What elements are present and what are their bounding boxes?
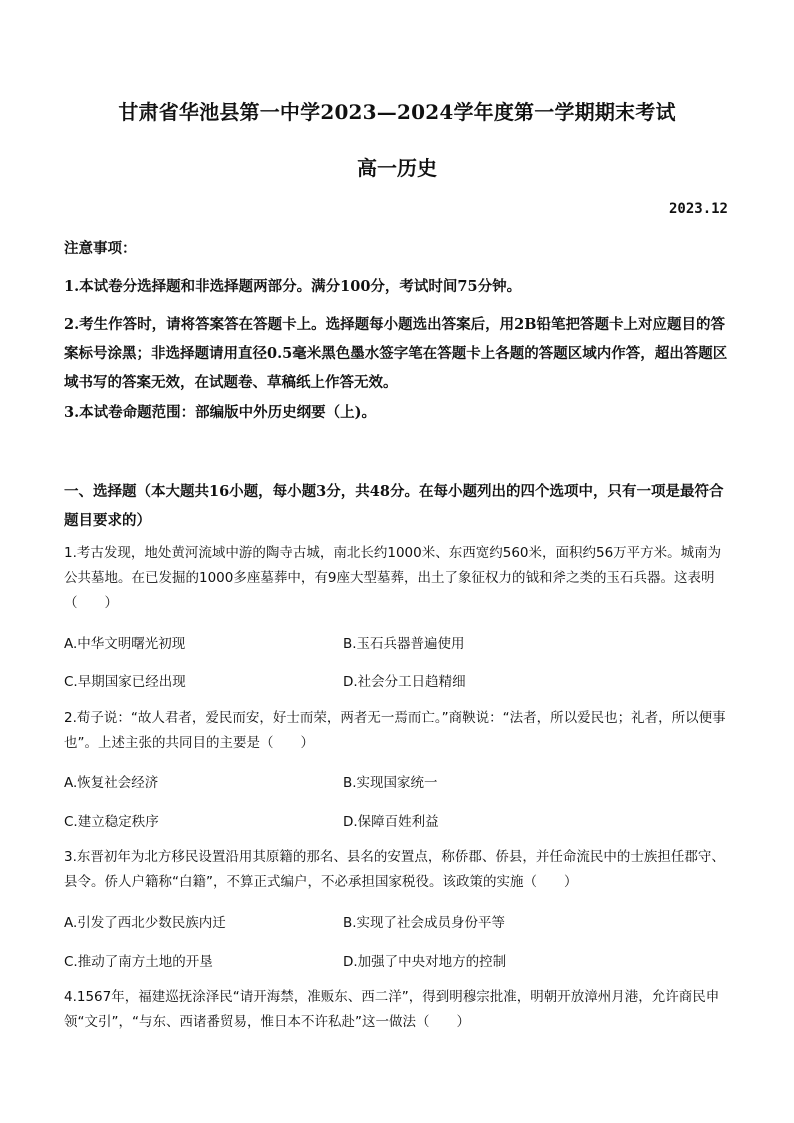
notice-item-3: 3.本试卷命题范围：部编版中外历史纲要（上)。 (64, 404, 376, 421)
notice-item-1: 1.本试卷分选择题和非选择题两部分。满分100分，考试时间75分钟。 (64, 278, 522, 295)
notice-heading: 注意事项： (64, 240, 137, 257)
question-1-option-a: A.中华文明曙光初现 (64, 636, 186, 652)
question-3-option-c: C.推动了南方土地的开垦 (64, 954, 213, 970)
question-2-option-d: D.保障百姓利益 (343, 814, 439, 830)
exam-title: 甘肃省华池县第一中学2023—2024学年度第一学期期末考试 (118, 100, 676, 124)
question-3-stem: 3.东晋初年为北方移民设置沿用其原籍的那名、县名的安置点，称侨郡、侨县，并任命流民中的士族担任郡守、县令。侨人户籍称“白籍”，不算正式编户，不必承担国家税役。该政策的实施（ ） (64, 849, 725, 890)
question-1-option-c: C.早期国家已经出现 (64, 674, 186, 690)
section-heading: 一、选择题（本大题共16小题，每小题3分，共48分。在每小题列出的四个选项中，只有一项是最符合题目要求的） (64, 483, 724, 529)
question-2-option-a: A.恢复社会经济 (64, 775, 159, 791)
question-3-option-a: A.引发了西北少数民族内迁 (64, 915, 226, 931)
question-1-option-b: B.玉石兵器普遍使用 (343, 636, 465, 652)
question-3-option-d: D.加强了中央对地方的控制 (343, 954, 507, 970)
question-1-stem: 1.考古发现，地处黄河流域中游的陶寺古城，南北长约1000米、东西宽约560米，面积约56万平方米。城南为公共墓地。在已发掘的1000多座墓葬中，有9座大型墓葬，出土了象征权力的钺和斧之类的玉石兵器。这表明（ ） (64, 545, 722, 611)
question-2-option-c: C.建立稳定秩序 (64, 814, 159, 830)
exam-subject: 高一历史 (357, 156, 437, 180)
exam-date: 2023.12 (668, 201, 728, 217)
question-4-stem: 4.1567年，福建巡抚涂泽民“请开海禁，准贩东、西二洋”，得到明穆宗批准，明朝开放漳州月港，允许商民申领“文引”，“与东、西诸番贸易，惟日本不许私赴”这一做法（ ） (64, 989, 720, 1030)
question-3-option-b: B.实现了社会成员身份平等 (343, 915, 506, 931)
notice-item-2: 2.考生作答时，请将答案答在答题卡上。选择题每小题选出答案后，用2B铅笔把答题卡上对应题目的答案标号涂黑；非选择题请用直径0.5毫米黑色墨水签字笔在答题卡上各题的答题区域内作答，超出答题区域书写的答案无效，在试题卷、草稿纸上作答无效。 (64, 316, 728, 391)
question-2-option-b: B.实现国家统一 (343, 775, 438, 791)
question-2-stem: 2.荀子说：“故人君者，爱民而安，好士而荣，两者无一焉而亡。”商鞅说：“法者，所以爱民也；礼者，所以便事也”。上述主张的共同目的主要是（ ） (64, 710, 726, 751)
question-1-option-d: D.社会分工日趋精细 (343, 674, 466, 690)
